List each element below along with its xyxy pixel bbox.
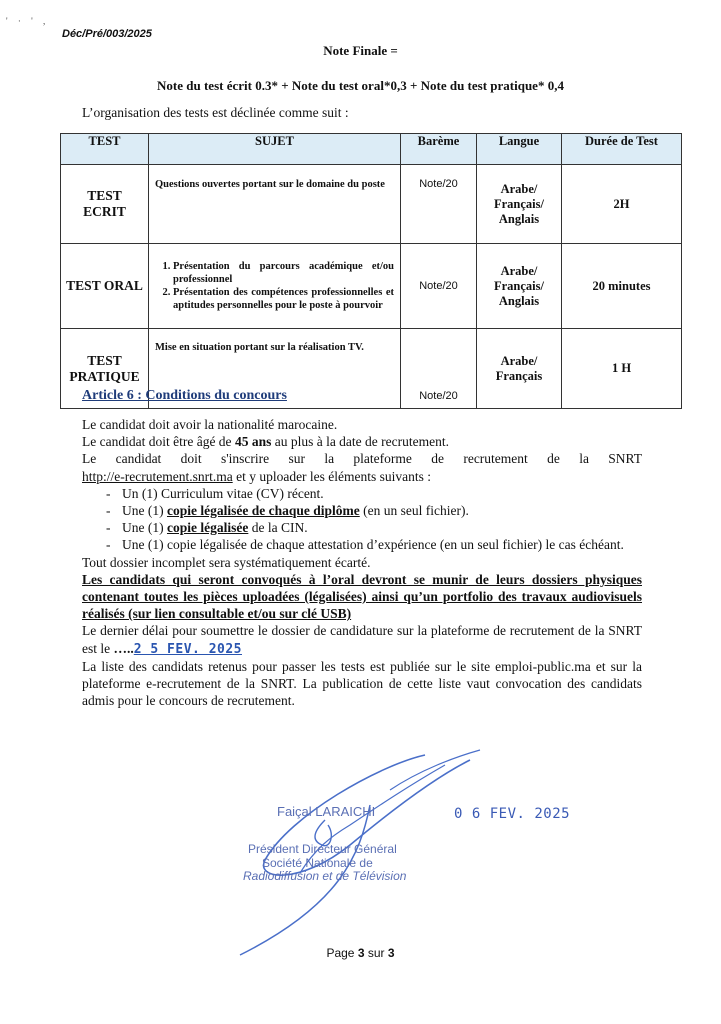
page-footer <box>0 946 721 960</box>
duree-cell: 1 H <box>562 329 682 409</box>
signatory-name: Faiçal LARAICHI <box>277 804 376 819</box>
langue-line: Arabe/ <box>500 263 538 278</box>
langue-line: Anglais <box>498 211 540 226</box>
item-text: Une (1) <box>122 503 167 519</box>
register-after: et y uploader les éléments suivants : <box>232 468 432 484</box>
item-text: (en un seul fichier). <box>359 503 469 519</box>
langue-line: Anglais <box>498 293 540 308</box>
page-prefix: Page <box>326 946 358 960</box>
test-name-line: TEST ORAL <box>66 278 143 294</box>
duree-cell: 2H <box>562 165 682 244</box>
list-item <box>106 519 642 536</box>
deadline-stamp: 2 5 FEV. 2025 <box>133 641 242 657</box>
sujet-cell: Mise en situation portant sur la réalisation TV. <box>149 329 401 409</box>
organization-line: Radiodiffusion et de Télévision <box>243 869 407 883</box>
age-after: au plus à la date de recrutement. <box>271 434 449 450</box>
document-reference: Déc/Pré/003/2025 <box>62 28 152 40</box>
bareme-cell: Note/20 <box>401 329 477 409</box>
sujet-list <box>155 260 394 313</box>
header-duree: Durée de Test <box>562 134 682 165</box>
note-title: Note Finale = <box>323 43 398 58</box>
item-text: Une (1) <box>122 520 167 536</box>
article-title: Article 6 : Conditions du concours <box>82 388 287 403</box>
table-header-row <box>61 134 682 165</box>
header-test: TEST <box>61 134 149 165</box>
langue-line: Arabe/ <box>500 181 538 196</box>
sujet-list-item: 1. Présentation du parcours académique et/ou professionnel <box>173 260 394 286</box>
date-stamp: 0 6 FEV. 2025 <box>454 806 571 822</box>
page-total: 3 <box>387 946 395 960</box>
test-name-line: PRATIQUE <box>69 368 140 384</box>
required-documents-list <box>82 485 642 554</box>
sujet-cell <box>149 244 401 329</box>
bareme-cell: Note/20 <box>401 165 477 244</box>
langue-line: Français <box>495 368 543 383</box>
test-name-cell <box>61 244 149 329</box>
scan-specks: ' · ' , <box>6 16 50 26</box>
item-text: de la CIN. <box>248 520 308 536</box>
bareme-cell: Note/20 <box>401 244 477 329</box>
header-sujet: SUJET <box>149 134 401 165</box>
header-langue: Langue <box>477 134 562 165</box>
sujet-cell: Questions ouvertes portant sur le domaine du poste <box>149 165 401 244</box>
sujet-list-item: 2. Présentation des compétences professionnelles et aptitudes personnelles pour le poste à pourvoir <box>173 286 394 312</box>
intro-text: L’organisation des tests est déclinée comme suit : <box>82 105 349 120</box>
langue-cell <box>477 329 562 409</box>
deadline-label: Le dernier délai pour soumettre le dossier de candidature sur la plateforme de recrutement de la SNRT est le <box>82 623 642 656</box>
header-bareme: Barème <box>401 134 477 165</box>
deadline-dots: ….. <box>113 640 134 656</box>
nationality-text: Le candidat doit avoir la nationalité marocaine. <box>82 417 338 432</box>
organization-line: Société Nationale de <box>262 856 373 870</box>
deadline-text <box>82 622 642 657</box>
recruitment-link[interactable]: http://e-recrutement.snrt.ma <box>82 468 233 484</box>
age-value: 45 ans <box>234 434 272 450</box>
langue-line: Arabe/ <box>500 353 538 368</box>
langue-line: Français/ <box>494 278 544 293</box>
langue-cell <box>477 165 562 244</box>
table-row <box>61 165 682 244</box>
page-middle: sur <box>364 946 388 960</box>
list-item: - Un (1) Curriculum vitae (CV) récent. <box>106 485 642 502</box>
table-row <box>61 244 682 329</box>
register-url-line <box>82 468 642 485</box>
article-body <box>82 416 642 709</box>
signatory-title: Président Directeur Général <box>248 842 397 856</box>
langue-line: Français/ <box>494 196 544 211</box>
publication-text: La liste des candidats retenus pour passer les tests est publiée sur le site emploi-public.ma et sur la plateforme e-recrutement de la SNRT. La publication de cette liste vaut convocation des candidats admis pour le concours de recrutement. <box>82 658 642 709</box>
incomplete-text: Tout dossier incomplet sera systématiquement écarté. <box>82 554 371 570</box>
oral-notice: Les candidats qui seront convoqués à l’oral devront se munir de leurs dossiers physiques contenant toutes les pièces uploadées (légalisées) ainsi qu’un portfolio des travaux audiovisuels réalisés (sur lien consultable et/ou sur clé USB) <box>82 571 642 622</box>
duree-cell: 20 minutes <box>562 244 682 329</box>
list-item <box>106 502 642 519</box>
item-emphasis: copie légalisée de chaque diplôme <box>166 503 360 519</box>
register-text: Le candidat doit s'inscrire sur la plateforme de recrutement de la SNRT <box>82 451 642 467</box>
test-name-line: TEST <box>87 188 122 204</box>
test-name-cell <box>61 165 149 244</box>
test-name-line: ECRIT <box>83 204 126 219</box>
age-before: Le candidat doit être âgé de <box>82 434 235 450</box>
age-text <box>82 433 642 450</box>
page-current: 3 <box>357 946 365 960</box>
langue-cell <box>477 244 562 329</box>
test-name-line: TEST <box>87 352 122 368</box>
item-emphasis: copie légalisée <box>166 520 249 536</box>
tests-table <box>60 133 682 409</box>
note-formula: Note du test écrit 0.3* + Note du test oral*0,3 + Note du test pratique* 0,4 <box>157 78 564 93</box>
list-item: - Une (1) copie légalisée de chaque attestation d’expérience (en un seul fichier) le cas échéant. <box>106 536 642 553</box>
